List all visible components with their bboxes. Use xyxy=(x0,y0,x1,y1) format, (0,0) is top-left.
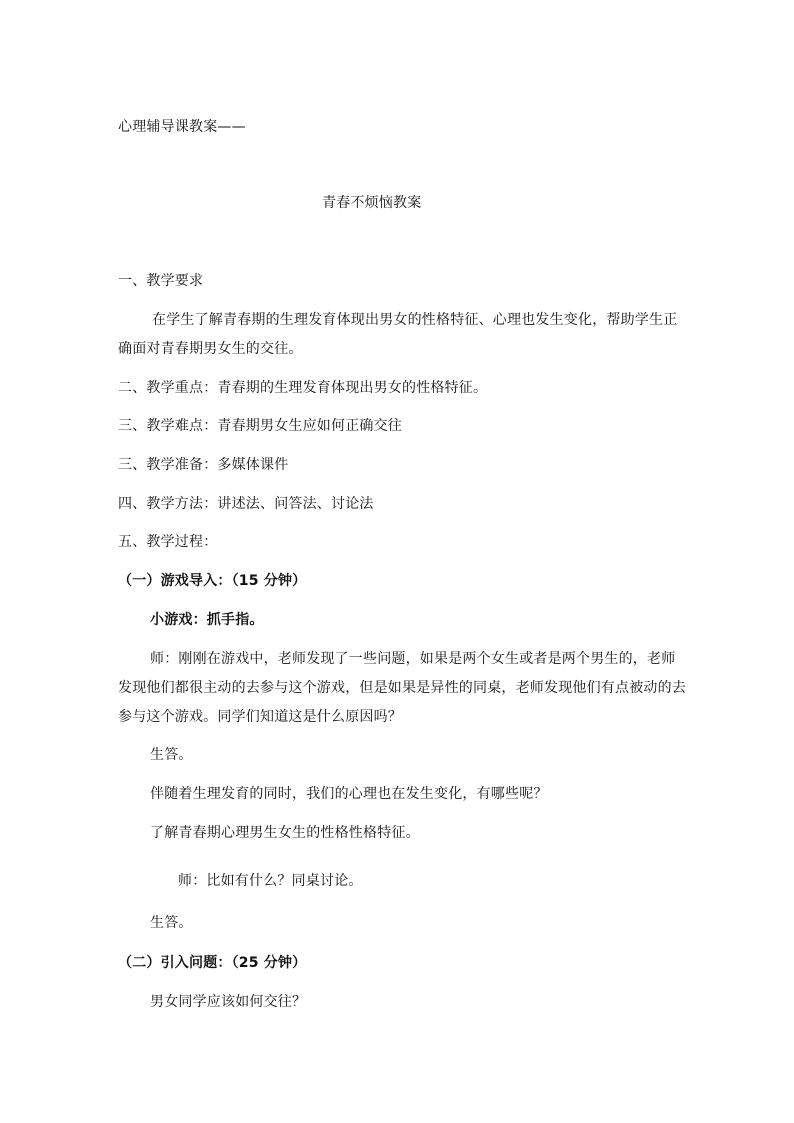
section-4-methods: 四、教学方法：讲述法、问答法、讨论法 xyxy=(118,496,374,512)
question-paragraph: 男女同学应该如何交往？ xyxy=(150,994,307,1010)
accompany-paragraph: 伴随着生理发育的同时，我们的心理也在发生变化，有哪些呢？ xyxy=(150,786,548,802)
teacher-remark-2: 师：比如有什么？同桌讨论。 xyxy=(178,873,363,889)
subsection-2-heading: （二）引入问题：（25 分钟） xyxy=(118,955,307,971)
student-answer-1: 生答。 xyxy=(150,747,193,763)
section-1-heading: 一、教学要求 xyxy=(118,273,204,289)
document-title: 青春不烦恼教案 xyxy=(322,195,422,211)
subsection-1-game: 小游戏：抓手指。 xyxy=(150,612,264,628)
teacher-remark-line-1: 师：刚刚在游戏中，老师发现了一些问题，如果是两个女生或者是两个男生的，老师 xyxy=(150,651,676,667)
teacher-remark-line-2: 发现他们都很主动的去参与这个游戏，但是如果是异性的同桌，老师发现他们有点被动的去 xyxy=(118,680,686,696)
subsection-1-heading: （一）游戏导入：（15 分钟） xyxy=(118,573,307,589)
section-1-paragraph-line-1: 在学生了解青春期的生理发育体现出男女的性格特征、心理也发生变化，帮助学生正 xyxy=(152,312,678,328)
teacher-remark-line-3: 参与这个游戏。同学们知道这是什么原因吗？ xyxy=(118,709,402,725)
section-2-key-points: 二、教学重点：青春期的生理发育体现出男女的性格特征。 xyxy=(118,380,488,396)
understand-paragraph: 了解青春期心理男生女生的性格性格特征。 xyxy=(150,825,420,841)
student-answer-2: 生答。 xyxy=(150,915,193,931)
document-header: 心理辅导课教案—— xyxy=(118,119,246,135)
section-3-difficulties: 三、教学难点：青春期男女生应如何正确交往 xyxy=(118,418,402,434)
section-3-preparation: 三、教学准备：多媒体课件 xyxy=(118,457,289,473)
section-1-paragraph-line-2: 确面对青春期男女生的交往。 xyxy=(118,341,303,357)
section-5-process: 五、教学过程： xyxy=(118,534,218,550)
